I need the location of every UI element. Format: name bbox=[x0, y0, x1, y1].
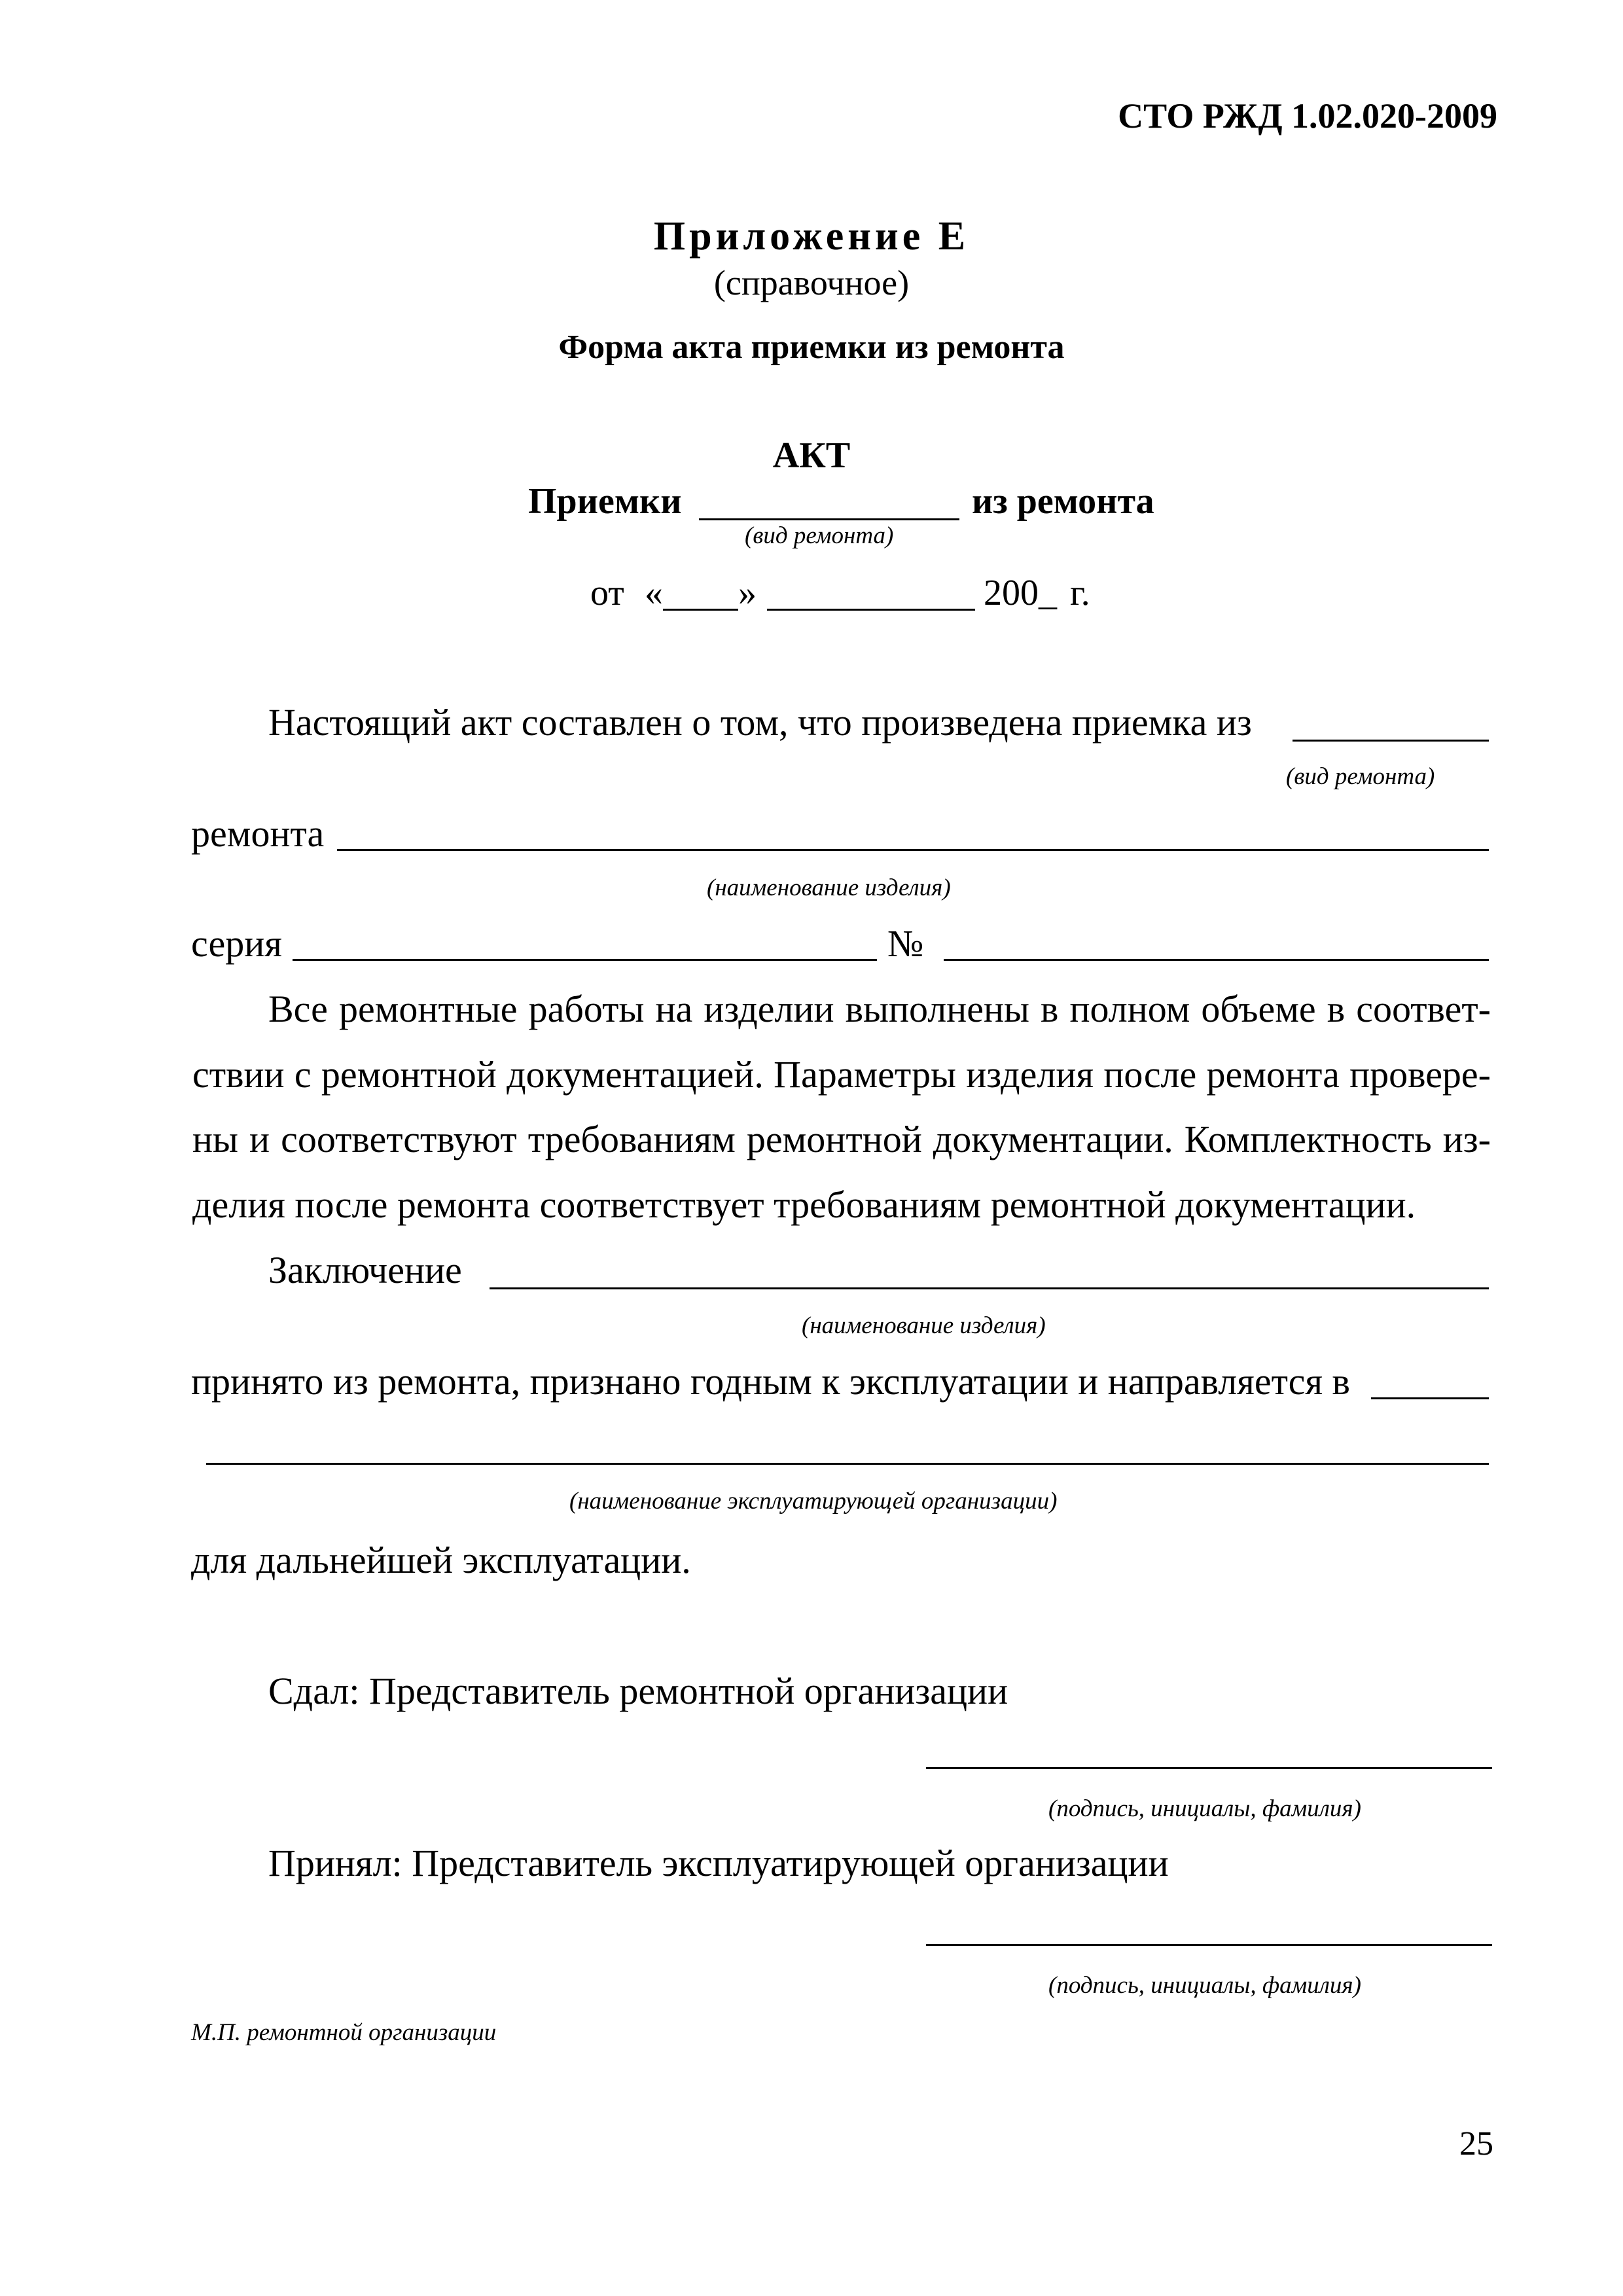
appendix-title: Приложение Е bbox=[653, 214, 970, 259]
number-sign: № bbox=[887, 922, 924, 965]
repair-type-caption: (вид ремонта) bbox=[745, 522, 894, 549]
accepted-by-label: Принял: Представитель эксплуатирующей организации bbox=[268, 1842, 1169, 1884]
date-year: 200_ bbox=[984, 573, 1057, 613]
date-year-suffix: г. bbox=[1070, 573, 1090, 613]
paragraph-works-line-4: делия после ремонта соответствует требованиям ремонтной документации. bbox=[192, 1183, 1416, 1226]
handed-over-signature-field[interactable] bbox=[926, 1767, 1492, 1769]
paragraph-works-line-3: ны и соответствуют требованиям ремонтной документации. Комплектность из- bbox=[192, 1118, 1491, 1160]
act-heading: АКТ bbox=[772, 435, 851, 476]
stamp-note: М.П. ремонтной организации bbox=[191, 2019, 497, 2046]
further-use: для дальнейшей эксплуатации. bbox=[191, 1539, 691, 1581]
product-name-caption-2: (наименование изделия) bbox=[802, 1312, 1046, 1339]
handed-over-label: Сдал: Представитель ремонтной организации bbox=[268, 1670, 1008, 1712]
paragraph-acceptance-intro: Настоящий акт составлен о том, что произведена приемка из bbox=[268, 701, 1252, 744]
document-code: СТО РЖД 1.02.020-2009 bbox=[1118, 96, 1497, 135]
paragraph-works-line-1: Все ремонтные работы на изделии выполнены в полном объеме в соответ- bbox=[268, 988, 1491, 1030]
date-from: от bbox=[590, 573, 624, 613]
operator-organization-caption: (наименование эксплуатирующей организации) bbox=[569, 1488, 1058, 1515]
act-repair-type-field[interactable] bbox=[699, 518, 959, 520]
operator-organization-field[interactable] bbox=[206, 1463, 1489, 1465]
destination-field[interactable] bbox=[1371, 1397, 1489, 1399]
signature-caption-1: (подпись, инициалы, фамилия) bbox=[1048, 1795, 1361, 1822]
page-number: 25 bbox=[1459, 2125, 1493, 2162]
product-name-caption-1: (наименование изделия) bbox=[707, 874, 951, 901]
conclusion-label: Заключение bbox=[268, 1249, 462, 1291]
series-label: серия bbox=[191, 922, 282, 965]
paragraph-works-line-2: ствии с ремонтной документацией. Параметры изделия после ремонта провере- bbox=[192, 1053, 1491, 1096]
number-field[interactable] bbox=[944, 959, 1489, 961]
accepted-signature-field[interactable] bbox=[926, 1944, 1492, 1946]
date-month-field[interactable] bbox=[767, 609, 975, 611]
act-line-right: из ремонта bbox=[972, 481, 1154, 522]
accepted-line: принято из ремонта, признано годным к эксплуатации и направляется в bbox=[191, 1360, 1350, 1403]
repair-type-field-2[interactable] bbox=[1293, 740, 1489, 742]
date-day-field[interactable] bbox=[663, 609, 738, 611]
act-line-left: Приемки bbox=[528, 481, 682, 522]
form-title: Форма акта приемки из ремонта bbox=[558, 329, 1065, 366]
appendix-subtitle: (справочное) bbox=[713, 263, 910, 302]
date-quote-close: » bbox=[738, 573, 757, 613]
series-field[interactable] bbox=[293, 959, 877, 961]
conclusion-field[interactable] bbox=[490, 1287, 1489, 1289]
repair-type-caption-2: (вид ремонта) bbox=[1286, 763, 1435, 790]
date-quote-open: « bbox=[645, 573, 663, 613]
repair-label: ремонта bbox=[191, 812, 325, 855]
product-name-field[interactable] bbox=[337, 849, 1489, 851]
signature-caption-2: (подпись, инициалы, фамилия) bbox=[1048, 1972, 1361, 1999]
